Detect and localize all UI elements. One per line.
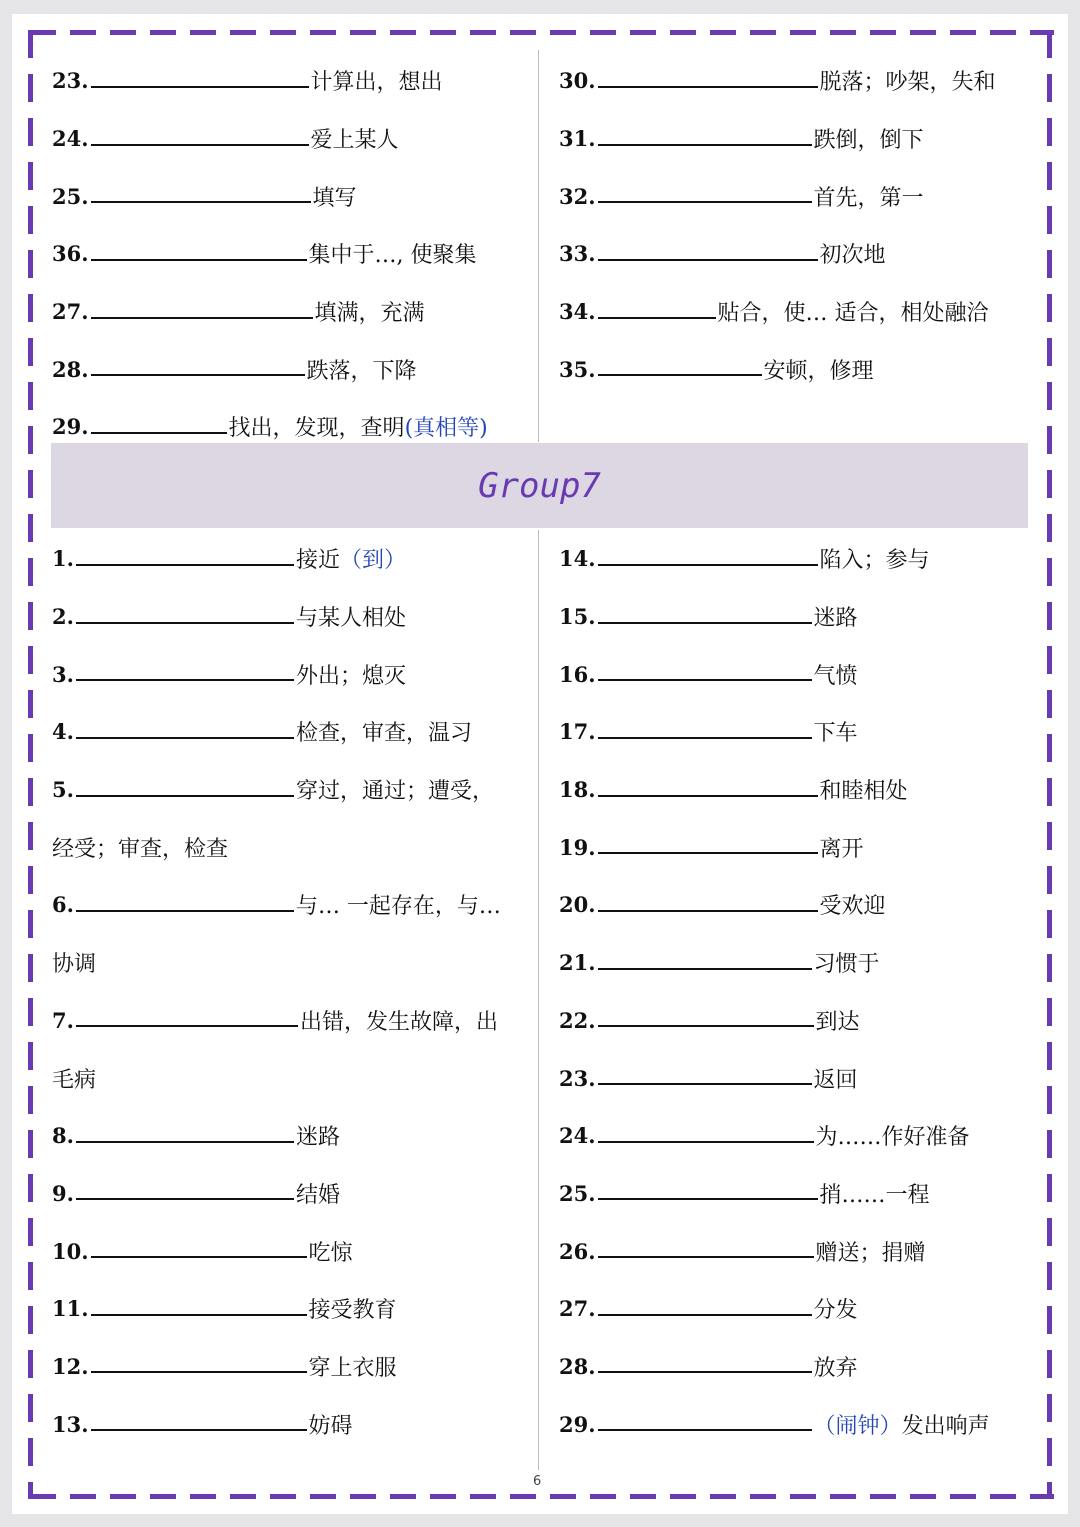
answer-blank[interactable]	[598, 1429, 812, 1431]
answer-blank[interactable]	[598, 259, 818, 261]
item-number: 17.	[559, 719, 596, 745]
item-meaning: 安顿，修理	[763, 358, 874, 384]
answer-blank[interactable]	[598, 795, 818, 797]
blank-item	[559, 1280, 1039, 1338]
answer-blank[interactable]	[76, 1198, 294, 1200]
dashed-border-bottom	[30, 1494, 1054, 1499]
item-meaning: 妨碍	[308, 1413, 353, 1439]
item-meaning: 与某人相处	[295, 606, 406, 632]
item-meaning: 吃惊	[308, 1240, 353, 1266]
blank-item	[52, 110, 532, 168]
item-meaning: 受欢迎	[819, 894, 886, 920]
blank-item	[52, 283, 532, 341]
blank-item	[559, 588, 1039, 646]
item-meaning: 分发	[813, 1298, 858, 1324]
page-number: 6	[533, 1474, 542, 1489]
item-meaning: 穿过，通过；遭受，	[295, 779, 494, 805]
item-meaning: 赠送；捐赠	[815, 1240, 926, 1266]
blank-item	[559, 645, 1039, 703]
item-meaning: 习惯于	[813, 952, 880, 978]
item-meaning: 陷入；参与	[819, 548, 930, 574]
item-meaning: 填写	[312, 185, 357, 211]
item-meaning: 和睦相处	[819, 779, 908, 805]
answer-blank[interactable]	[91, 86, 309, 88]
item-number: 19.	[559, 834, 596, 860]
item-meaning: 协调	[52, 952, 97, 978]
answer-blank[interactable]	[598, 852, 818, 854]
blank-item	[52, 1049, 532, 1107]
answer-blank[interactable]	[91, 259, 307, 261]
item-meaning: 爱上某人	[310, 128, 399, 154]
item-meaning: 发出响声	[901, 1413, 990, 1439]
answer-blank[interactable]	[598, 910, 818, 912]
item-number: 23.	[559, 1065, 596, 1091]
column-divider-top	[538, 50, 539, 442]
answer-blank[interactable]	[76, 622, 294, 624]
group-header-band	[51, 443, 1028, 528]
item-number: 30.	[559, 68, 596, 94]
blank-item	[559, 110, 1039, 168]
item-number: 3.	[52, 661, 74, 687]
item-number: 4.	[52, 719, 74, 745]
dashed-border-right	[1047, 30, 1052, 1499]
blank-item	[559, 761, 1039, 819]
item-number: 15.	[559, 604, 596, 630]
item-meaning: 下车	[813, 721, 858, 747]
item-number: 34.	[559, 299, 596, 325]
item-number: 18.	[559, 777, 596, 803]
item-meaning: 结婚	[295, 1182, 340, 1208]
answer-blank[interactable]	[598, 564, 818, 566]
blank-item	[52, 530, 532, 588]
item-meaning: 找出，发现，查明	[228, 416, 405, 442]
blank-item	[52, 761, 532, 819]
item-meaning: 集中于…, 使聚集	[308, 243, 477, 269]
item-note: （到）	[339, 548, 406, 574]
answer-blank[interactable]	[598, 86, 818, 88]
group7-right-column	[559, 530, 1039, 1453]
answer-blank[interactable]	[91, 1314, 307, 1316]
item-meaning: 计算出，想出	[310, 70, 443, 96]
blank-item	[559, 225, 1039, 283]
item-meaning: 气愤	[813, 663, 858, 689]
item-meaning: 首先，第一	[813, 185, 924, 211]
blank-item	[559, 1165, 1039, 1223]
item-number: 24.	[559, 1123, 596, 1149]
item-number: 2.	[52, 604, 74, 630]
answer-blank[interactable]	[598, 144, 812, 146]
answer-blank[interactable]	[598, 374, 762, 376]
item-meaning: 迷路	[813, 606, 858, 632]
item-meaning: 填满，充满	[314, 301, 425, 327]
item-number: 16.	[559, 661, 596, 687]
blank-item	[559, 167, 1039, 225]
item-number: 5.	[52, 777, 74, 803]
blank-item	[559, 52, 1039, 110]
answer-blank[interactable]	[91, 1256, 307, 1258]
item-number: 12.	[52, 1353, 89, 1379]
group7-left-column	[52, 530, 532, 1453]
item-meaning: 接近	[295, 548, 340, 574]
blank-item	[559, 283, 1039, 341]
blank-item	[52, 1338, 532, 1396]
item-number: 27.	[52, 299, 89, 325]
blank-item	[52, 645, 532, 703]
item-meaning: 放弃	[813, 1355, 858, 1381]
item-meaning: 与… 一起存在，与…	[295, 894, 501, 920]
blank-item	[52, 876, 532, 934]
blank-item	[52, 167, 532, 225]
blank-item	[52, 52, 532, 110]
item-number: 29.	[559, 1411, 596, 1437]
item-number: 9.	[52, 1180, 74, 1206]
item-number: 11.	[52, 1296, 89, 1322]
blank-item	[52, 340, 532, 398]
item-number: 28.	[52, 356, 89, 382]
item-number: 25.	[559, 1180, 596, 1206]
blank-item	[559, 818, 1039, 876]
item-number: 7.	[52, 1007, 74, 1033]
item-number: 32.	[559, 183, 596, 209]
item-number: 33.	[559, 241, 596, 267]
answer-blank[interactable]	[598, 1141, 814, 1143]
answer-blank[interactable]	[76, 737, 294, 739]
answer-blank[interactable]	[598, 1371, 812, 1373]
blank-item	[52, 1165, 532, 1223]
group6-left-column	[52, 52, 532, 456]
answer-blank[interactable]	[598, 737, 812, 739]
blank-item	[52, 1280, 532, 1338]
blank-item	[52, 1107, 532, 1165]
item-number: 36.	[52, 241, 89, 267]
answer-blank[interactable]	[91, 432, 227, 434]
blank-item	[559, 703, 1039, 761]
blank-item	[52, 588, 532, 646]
item-number: 14.	[559, 546, 596, 572]
blank-item	[559, 1395, 1039, 1453]
item-note: (真相等)	[404, 416, 488, 442]
answer-blank[interactable]	[91, 374, 305, 376]
answer-blank[interactable]	[598, 201, 812, 203]
blank-item	[559, 340, 1039, 398]
item-meaning: 贴合，使… 适合，相处融洽	[717, 301, 989, 327]
item-meaning: 经受；审查，检查	[52, 836, 229, 862]
item-meaning: 穿上衣服	[308, 1355, 397, 1381]
item-number: 10.	[52, 1238, 89, 1264]
item-number: 25.	[52, 183, 89, 209]
blank-item	[559, 1338, 1039, 1396]
item-meaning: 捎……一程	[819, 1182, 930, 1208]
blank-item	[52, 225, 532, 283]
blank-item	[52, 1222, 532, 1280]
item-meaning: 迷路	[295, 1125, 340, 1151]
answer-blank[interactable]	[76, 1141, 294, 1143]
blank-item	[559, 530, 1039, 588]
blank-item	[52, 934, 532, 992]
answer-blank[interactable]	[76, 910, 294, 912]
item-number: 6.	[52, 892, 74, 918]
item-meaning: 跌倒，倒下	[813, 128, 924, 154]
item-note: （闹钟）	[813, 1413, 902, 1439]
item-number: 31.	[559, 126, 596, 152]
blank-item	[52, 703, 532, 761]
item-number: 13.	[52, 1411, 89, 1437]
answer-blank[interactable]	[598, 1314, 812, 1316]
answer-blank[interactable]	[598, 1083, 812, 1085]
answer-blank[interactable]	[76, 795, 294, 797]
blank-item	[559, 1049, 1039, 1107]
answer-blank[interactable]	[598, 1256, 814, 1258]
answer-blank[interactable]	[598, 968, 812, 970]
answer-blank[interactable]	[598, 317, 716, 319]
item-number: 20.	[559, 892, 596, 918]
blank-item	[559, 1222, 1039, 1280]
item-number: 24.	[52, 126, 89, 152]
answer-blank[interactable]	[598, 679, 812, 681]
answer-blank[interactable]	[76, 564, 294, 566]
blank-item	[52, 818, 532, 876]
item-meaning: 外出；熄灭	[295, 663, 406, 689]
item-number: 21.	[559, 950, 596, 976]
blank-item	[559, 1107, 1039, 1165]
blank-item	[52, 992, 532, 1050]
item-number: 35.	[559, 356, 596, 382]
item-number: 26.	[559, 1238, 596, 1264]
answer-blank[interactable]	[598, 1025, 814, 1027]
item-number: 8.	[52, 1123, 74, 1149]
item-meaning: 检查，审查，温习	[295, 721, 472, 747]
item-number: 28.	[559, 1353, 596, 1379]
answer-blank[interactable]	[91, 1429, 307, 1431]
answer-blank[interactable]	[598, 1198, 818, 1200]
answer-blank[interactable]	[76, 1025, 298, 1027]
item-meaning: 毛病	[52, 1067, 97, 1093]
blank-item	[559, 992, 1039, 1050]
group6-right-column	[559, 52, 1039, 398]
item-meaning: 脱落；吵架，失和	[819, 70, 996, 96]
item-meaning: 到达	[815, 1009, 860, 1035]
item-number: 22.	[559, 1007, 596, 1033]
answer-blank[interactable]	[91, 144, 309, 146]
item-number: 29.	[52, 414, 89, 440]
item-number: 23.	[52, 68, 89, 94]
blank-item	[52, 1395, 532, 1453]
item-meaning: 接受教育	[308, 1298, 397, 1324]
blank-item	[559, 934, 1039, 992]
item-meaning: 初次地	[819, 243, 886, 269]
answer-blank[interactable]	[91, 317, 313, 319]
answer-blank[interactable]	[598, 622, 812, 624]
answer-blank[interactable]	[91, 201, 311, 203]
item-meaning: 离开	[819, 836, 864, 862]
item-meaning: 出错，发生故障，出	[299, 1009, 498, 1035]
item-meaning: 返回	[813, 1067, 858, 1093]
dashed-border-top	[30, 30, 1054, 35]
dashed-border-left	[28, 30, 33, 1499]
item-number: 1.	[52, 546, 74, 572]
item-meaning: 跌落，下降	[306, 358, 417, 384]
item-number: 27.	[559, 1296, 596, 1322]
blank-item	[559, 876, 1039, 934]
column-divider-bottom	[538, 530, 539, 1470]
item-meaning: 为……作好准备	[815, 1125, 970, 1151]
answer-blank[interactable]	[76, 679, 294, 681]
group-title: Group7	[478, 465, 601, 506]
answer-blank[interactable]	[91, 1371, 307, 1373]
